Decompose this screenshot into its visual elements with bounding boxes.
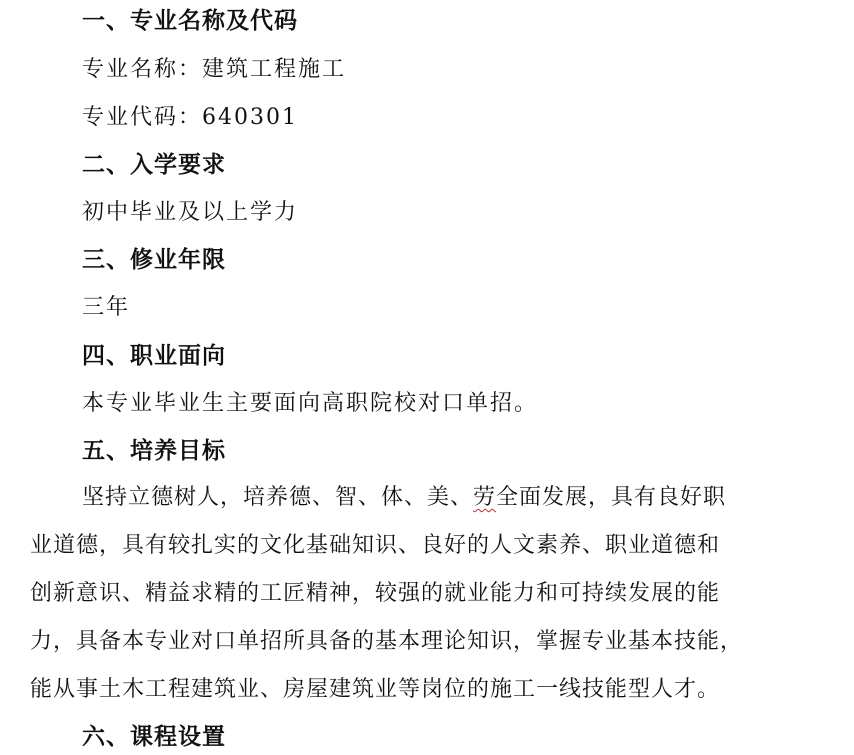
goal-line-1-start: 坚持立德树人，培养德、智、体、美、 <box>82 485 474 510</box>
goal-line-1-end: 全面发展，具有良好职 <box>496 485 727 510</box>
major-code-line: 专业代码：640301 <box>82 105 298 130</box>
goal-line-1 <box>30 474 800 522</box>
section-heading-duration: 三、修业年限 <box>82 247 226 273</box>
goal-line-5: 能从事土木工程建筑业、房屋建筑业等岗位的施工一线技能型人才。 <box>30 677 721 702</box>
spellcheck-marked-word: 劳 <box>473 485 497 510</box>
goal-line-2: 业道德，具有较扎实的文化基础知识、良好的人文素养、职业道德和 <box>30 533 721 558</box>
goal-line-4: 力，具备本专业对口单招所具备的基本理论知识，掌握专业基本技能， <box>30 629 744 654</box>
major-name-line: 专业名称：建筑工程施工 <box>82 57 347 82</box>
section-heading-career: 四、职业面向 <box>82 343 226 369</box>
section-heading-goal: 五、培养目标 <box>82 438 226 464</box>
career-orientation: 本专业毕业生主要面向高职院校对口单招。 <box>82 391 539 416</box>
section-heading-major: 一、专业名称及代码 <box>82 8 298 34</box>
goal-paragraph <box>30 474 800 714</box>
duration-years: 三年 <box>82 295 131 320</box>
section-heading-admission: 二、入学要求 <box>82 152 226 178</box>
section-heading-curriculum: 六、课程设置 <box>82 724 226 750</box>
goal-line-3: 创新意识、精益求精的工匠精神，较强的就业能力和可持续发展的能 <box>30 581 721 606</box>
admission-requirement: 初中毕业及以上学力 <box>82 200 299 225</box>
